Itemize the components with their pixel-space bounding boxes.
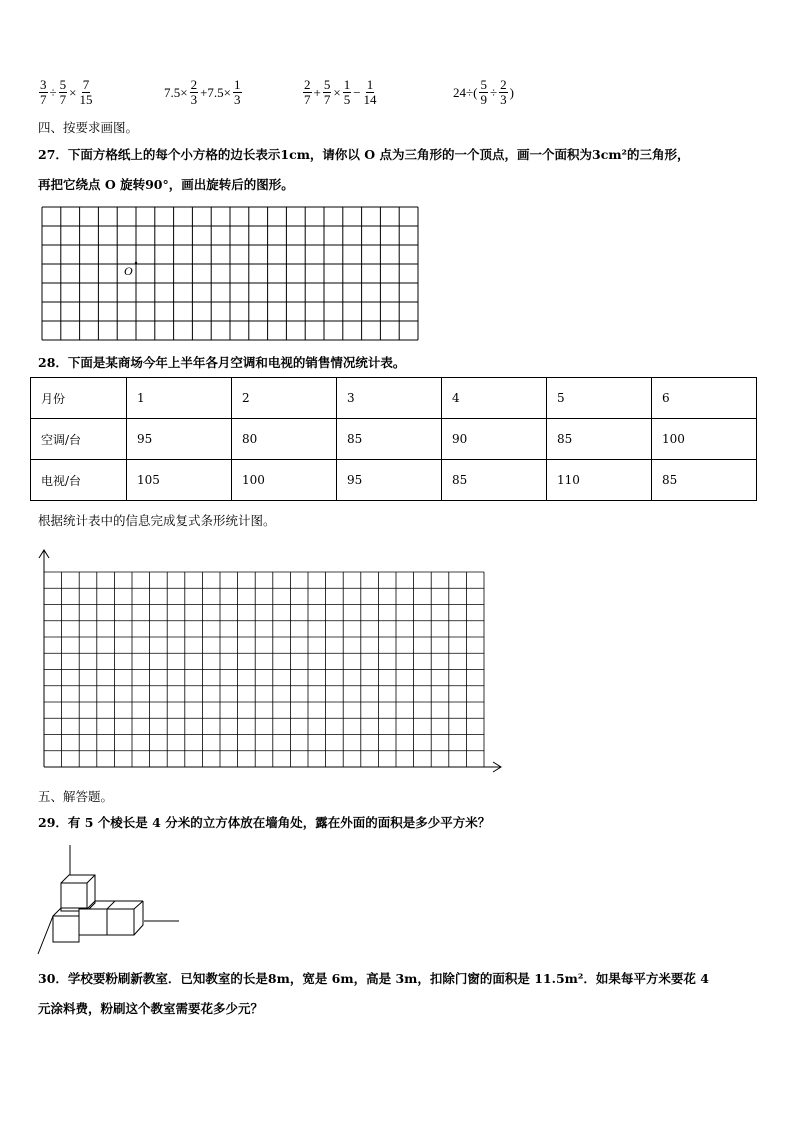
row-header-cell: 电视/台 [31, 460, 127, 501]
fraction: $\frac{1}{5}$ [343, 77, 351, 107]
cubes-in-corner-figure [35, 840, 185, 965]
q30-text-line2: 元涂料费，粉刷这个教室需要花多少元？ [38, 1001, 264, 1016]
table-row [31, 419, 757, 460]
table-cell: 110 [547, 460, 652, 501]
expression-2 [163, 78, 243, 107]
table-cell: 95 [127, 419, 232, 460]
fraction: $\frac{3}{7}$ [40, 77, 47, 107]
table-cell: 100 [652, 419, 757, 460]
table-cell: 85 [547, 419, 652, 460]
q30-text-line1: 30．学校要粉刷新教室．已知教室的长是8m，宽是 6m，高是 3m，扣除门窗的面积是 11.5m²．如果每平方米要花 4 [38, 971, 709, 986]
table-cell: 85 [442, 460, 547, 501]
operator: + [313, 84, 321, 100]
fraction: $\frac{5}{7}$ [323, 77, 331, 107]
table-cell: 6 [652, 378, 757, 419]
table-cell: 4 [442, 378, 547, 419]
q27-grid-paper [40, 206, 422, 342]
table-cell: 80 [232, 419, 337, 460]
expression-3 [302, 78, 379, 107]
q28-instruction: 根据统计表中的信息完成复式条形统计图。 [38, 513, 276, 528]
operator: ÷ [489, 84, 498, 100]
expression-1 [38, 78, 94, 107]
operator: × [333, 84, 341, 100]
operator: +7.5× [200, 84, 232, 100]
table-cell: 5 [547, 378, 652, 419]
table-cell: 105 [127, 460, 232, 501]
operator: ÷ [49, 84, 57, 100]
table-row [31, 460, 757, 501]
table-cell: 95 [337, 460, 442, 501]
table-cell: 90 [442, 419, 547, 460]
q28-title: 28．下面是某商场今年上半年各月空调和电视的销售情况统计表。 [38, 355, 406, 370]
point-o-marker [135, 262, 137, 264]
operator: 7.5× [164, 84, 188, 100]
row-header-cell: 月份 [31, 378, 127, 419]
fraction: $\frac{2}{3}$ [500, 77, 507, 107]
q27-text-line1: 27．下面方格纸上的每个小方格的边长表示1cm，请你以 O 点为三角形的一个顶点，画一个面积为3cm²的三角形， [38, 147, 690, 162]
fraction: $\frac{7}{15}$ [79, 77, 93, 107]
operator: 24÷( [453, 84, 478, 100]
q29-text: 29．有 5 个棱长是 4 分米的立方体放在墙角处，露在外面的面积是多少平方米？ [38, 815, 491, 830]
table-cell: 1 [127, 378, 232, 419]
operator: − [353, 84, 361, 100]
section-5-heading: 五、解答题。 [38, 789, 114, 804]
operator: × [69, 84, 77, 100]
fraction: $\frac{1}{3}$ [234, 77, 241, 107]
expression-4 [452, 78, 515, 107]
operator: ) [509, 84, 514, 100]
table-row [31, 378, 757, 419]
fraction: $\frac{1}{14}$ [363, 77, 377, 107]
table-cell: 85 [337, 419, 442, 460]
row-header-cell: 空调/台 [31, 419, 127, 460]
q27-text-line2: 再把它绕点 O 旋转90°，画出旋转后的图形。 [38, 177, 294, 192]
q28-blank-chart [35, 545, 505, 775]
section-4-heading: 四、按要求画图。 [38, 120, 139, 135]
table-cell: 2 [232, 378, 337, 419]
point-o-label: O [124, 264, 133, 278]
sales-table [30, 377, 757, 501]
fraction: $\frac{5}{9}$ [480, 77, 487, 107]
table-cell: 3 [337, 378, 442, 419]
table-cell: 100 [232, 460, 337, 501]
fraction: $\frac{2}{7}$ [304, 77, 311, 107]
fraction: $\frac{2}{3}$ [190, 77, 198, 107]
table-cell: 85 [652, 460, 757, 501]
fraction: $\frac{5}{7}$ [59, 77, 67, 107]
